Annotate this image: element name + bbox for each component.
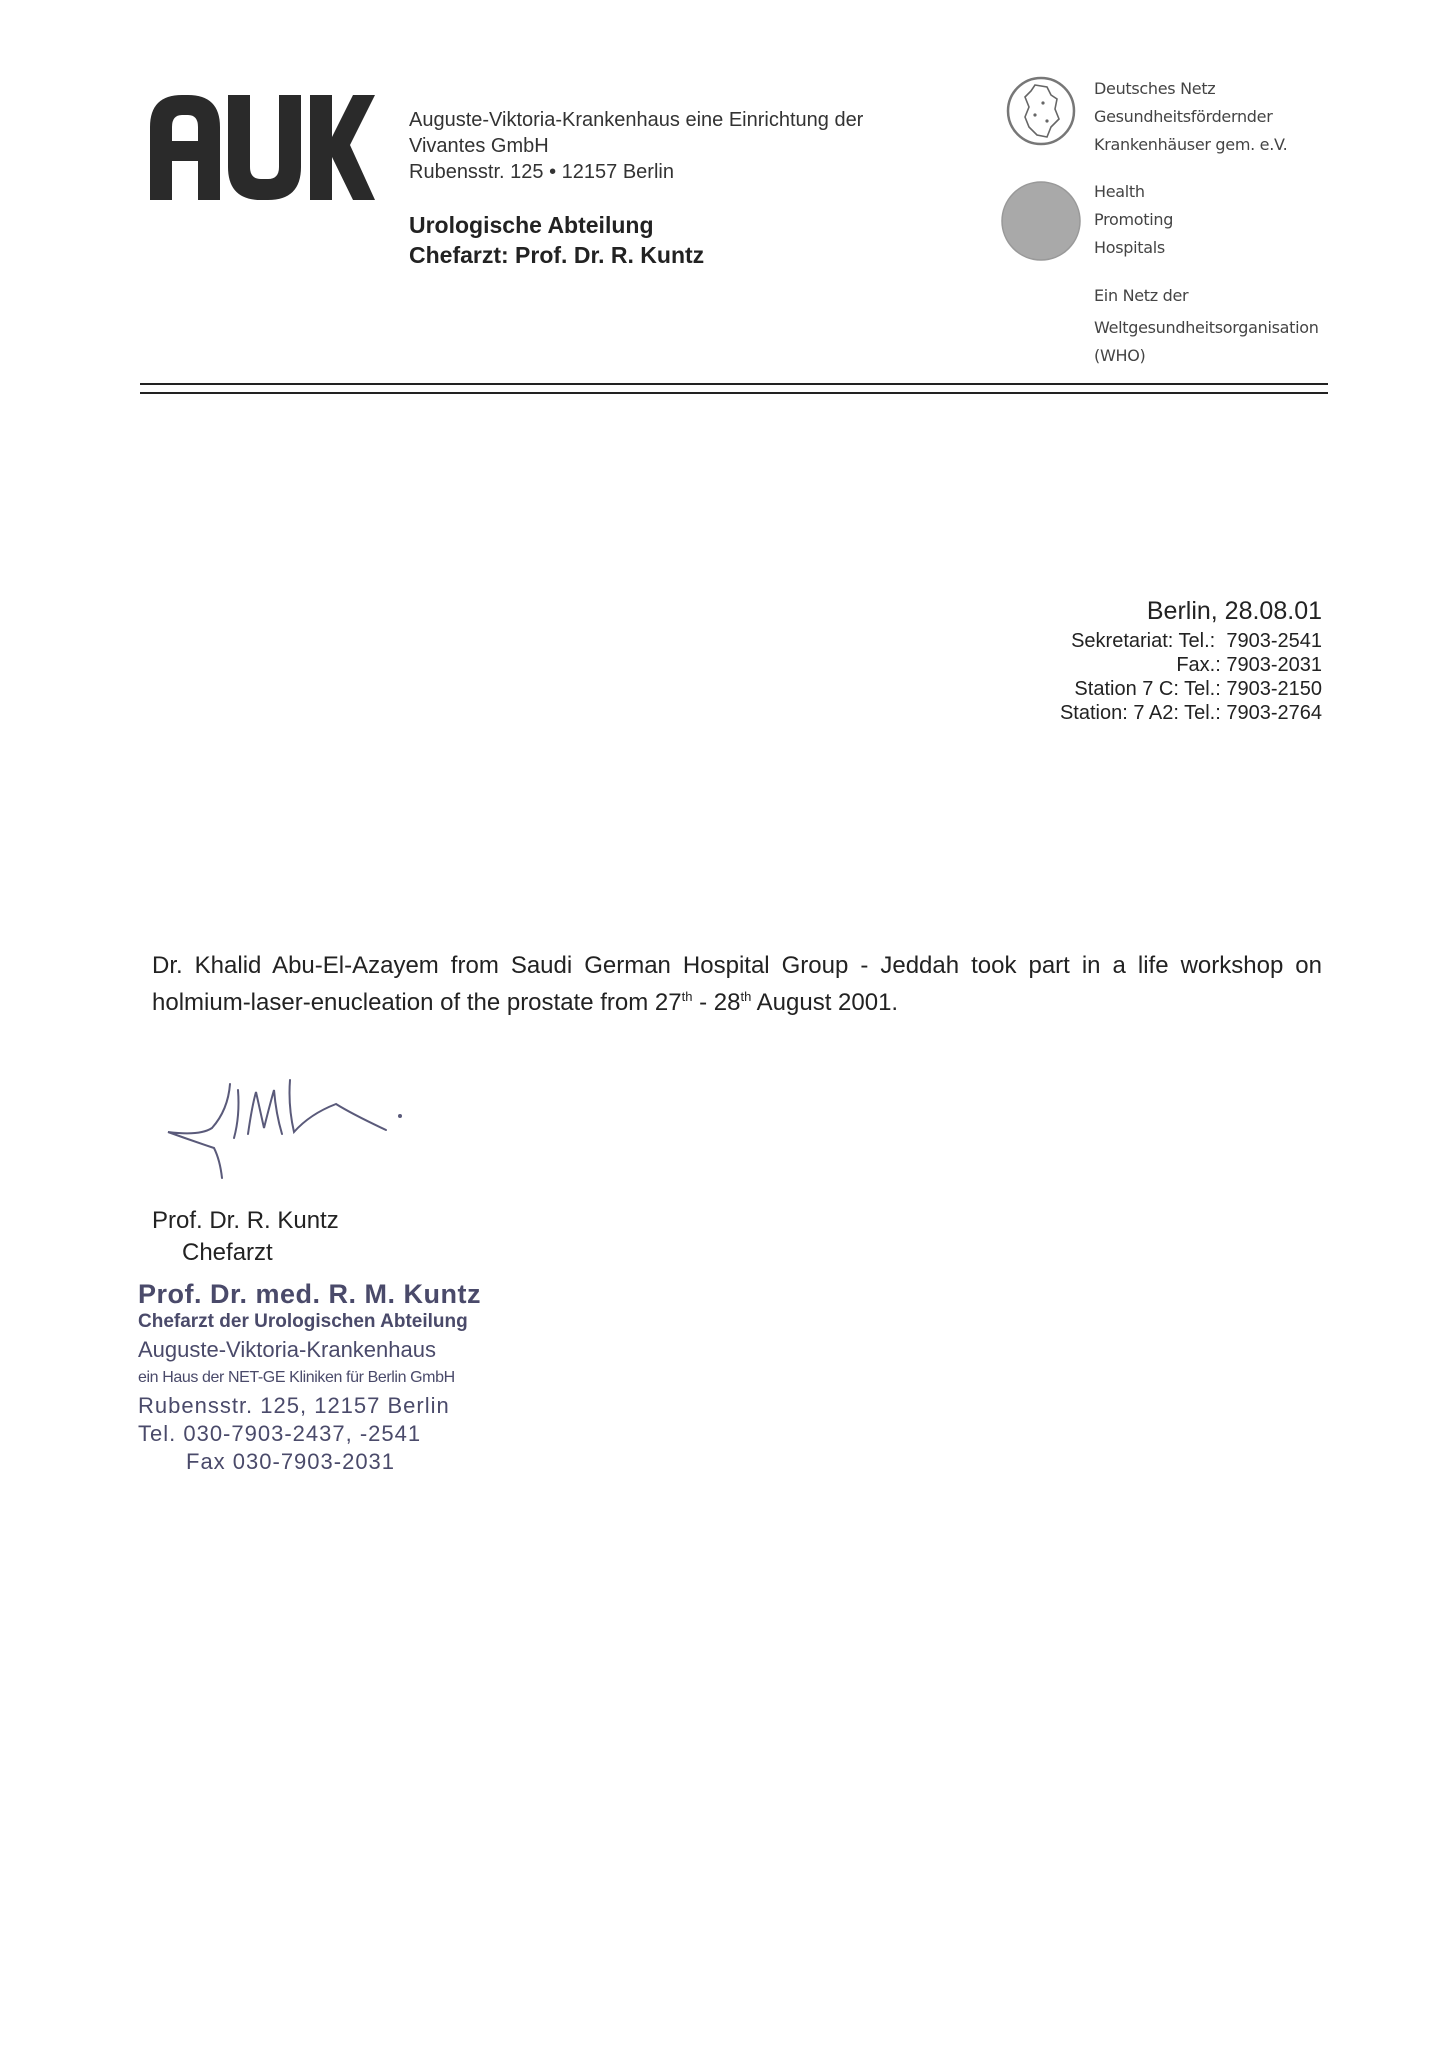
who-line1: Ein Netz der: [1094, 286, 1189, 305]
contact-block: [1060, 593, 1322, 725]
handwritten-signature: [160, 1070, 410, 1190]
secretariat-tel: Sekretariat: Tel.: 7903-2541: [1071, 630, 1322, 652]
hph-line1: Health: [1094, 182, 1145, 201]
hph-line3: Hospitals: [1094, 238, 1165, 257]
signatory-title: Chefarzt: [182, 1239, 273, 1266]
hph-line2: Promoting: [1094, 210, 1174, 229]
stamp-line5: Rubensstr. 125, 12157 Berlin: [138, 1393, 450, 1418]
who-line2: Weltgesundheitsorganisation: [1094, 318, 1319, 337]
secretariat-fax: Fax.: 7903-2031: [1176, 654, 1322, 676]
hph-globe-emblem: [1000, 180, 1082, 262]
avk-logo: [150, 95, 375, 200]
stamp-line2: Chefarzt der Urologischen Abteilung: [138, 1311, 468, 1332]
letter-body-part1: Dr. Khalid Abu-El-Azayem from Saudi German Hospital Group - Jeddah took part in a life workshop on holmium-laser-enucleation of the prostate from 27: [152, 952, 1322, 1016]
letter-date: Berlin, 28.08.01: [1146, 597, 1322, 625]
department-name: Urologische Abteilung: [409, 212, 654, 238]
stamp-line1: Prof. Dr. med. R. M. Kuntz: [138, 1279, 482, 1309]
network-line2: Gesundheitsfördernder: [1094, 107, 1273, 126]
rubber-stamp: [138, 1280, 481, 1476]
letter-body-part3: August 2001.: [751, 989, 899, 1016]
ordinal-suffix-2: th: [740, 989, 752, 1004]
network-line1: Deutsches Netz: [1094, 79, 1216, 98]
letter-body-part2: - 28: [692, 989, 741, 1016]
station-7a2-tel: Station: 7 A2: Tel.: 7903-2764: [1059, 702, 1322, 724]
station-7c-tel: Station 7 C: Tel.: 7903-2150: [1074, 678, 1322, 700]
stamp-line6: Tel. 030-7903-2437, -2541: [138, 1421, 422, 1446]
ordinal-suffix-1: th: [681, 989, 693, 1004]
letter-body: [152, 950, 1322, 1018]
signatory-block: [152, 1205, 339, 1269]
germany-map-emblem: [1005, 75, 1077, 147]
stamp-line4: ein Haus der NET-GE Kliniken für Berlin GmbH: [138, 1369, 455, 1386]
hospital-name-line2: Vivantes GmbH: [409, 135, 549, 157]
hospital-address: Rubensstr. 125 • 12157 Berlin: [409, 161, 674, 183]
stamp-line7: Fax 030-7903-2031: [186, 1449, 396, 1474]
header-divider-bottom: [140, 392, 1328, 394]
chief-physician: Chefarzt: Prof. Dr. R. Kuntz: [409, 242, 705, 268]
header-divider-top: [140, 383, 1328, 385]
network-line3: Krankenhäuser gem. e.V.: [1094, 135, 1288, 154]
signatory-name: Prof. Dr. R. Kuntz: [152, 1207, 339, 1234]
stamp-line3: Auguste-Viktoria-Krankenhaus: [138, 1337, 436, 1362]
hospital-name-line1: Auguste-Viktoria-Krankenhaus eine Einrichtung der: [409, 109, 864, 131]
who-line3: (WHO): [1094, 346, 1146, 365]
